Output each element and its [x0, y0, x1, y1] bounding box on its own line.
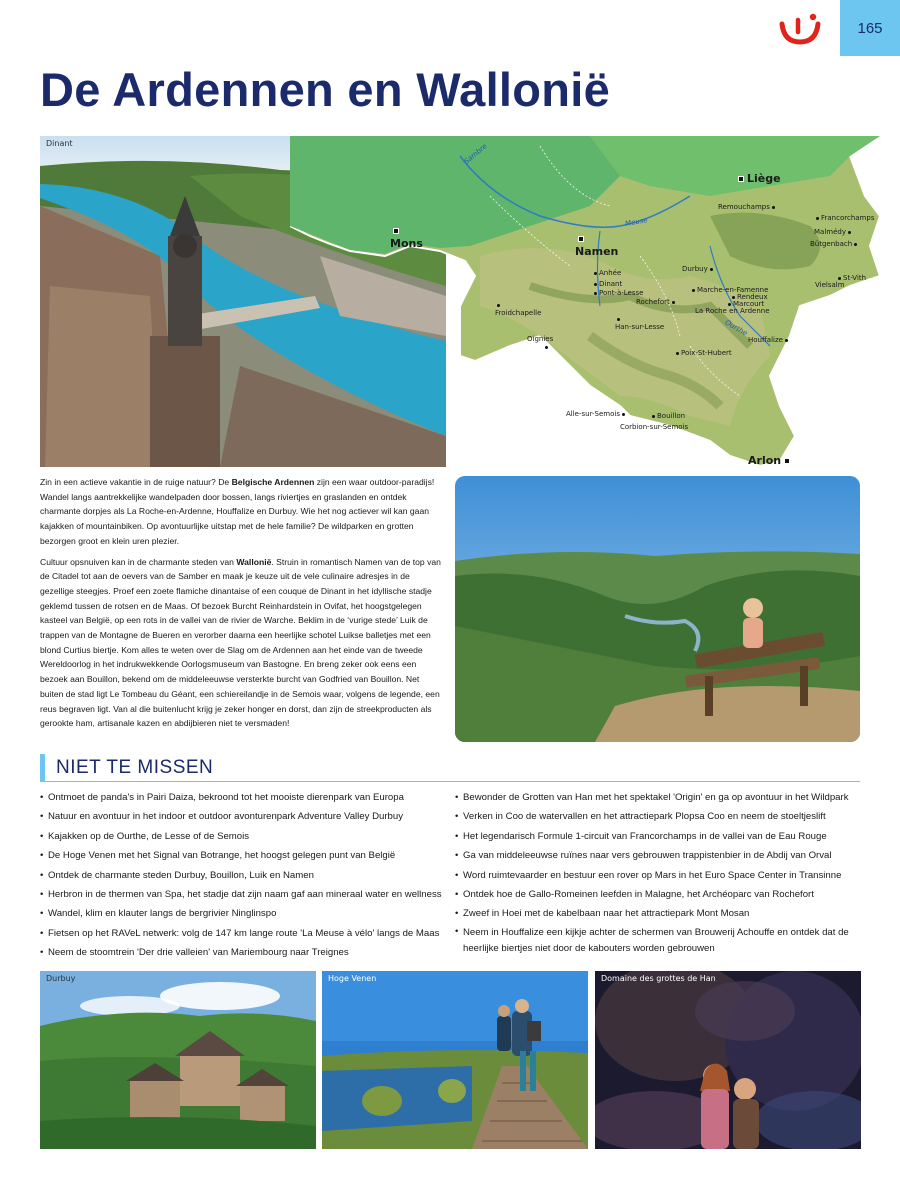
- section-title: NIET TE MISSEN: [56, 757, 214, 778]
- map-town-rochefort: Rochefort: [636, 298, 670, 306]
- page-title: De Ardennen en Wallonië: [40, 63, 611, 116]
- photo-caption-dinant: Dinant: [46, 139, 73, 148]
- intro-paragraph-wallonie: Cultuur opsnuiven kan in de charmante steden van Wallonië. Struin in romantisch Namen van de top van de Citadel tot aan de oevers van de Samber en maak je keuze uit de vele culinaire adresjes in de gezellige steegjes. Proef een zoete flamiche dinantaise of een couque de Dinant in het idyllische stadje geklemd tussen de rotsen en de Maas. Of bezoek Burcht Reinhardstein in Ovifat, het hoogstgelegen kasteel van België, op een rots in de vallei van de rivier de Warche. Beklim in de ‘vurige stede’ Luik de trappen van de Montagne de Bueren en verorber daarna een heerlijke schotel Luikse balletjes met een blond Curtius biertje. Kom alles te weten over de Slag om de Ardennen aan het einde van de tweede Wereldoorlog in het indrukwekkende Oorlogsmuseum van Bastogne. En breng zeker ook eens een bezoek aan Bouillon, bekend om de middeleeuwse versterkte burcht van Godfried van Bouillon. Net buiten de stad ligt Le Tombeau du Géant, een schiereilandje in de Semois waar, volgens de legende, een reus begraven ligt. Van al die buitenlucht krijg je zeker honger en dorst, dan zijn de streekproducten als gerookte ham, artisanale kazen en abdijbieren niet te versmaden!: [40, 556, 441, 729]
- list-item: • Bewonder de Grotten van Han met het spektakel 'Origin' en ga op avontuur in het Wildpark: [455, 788, 865, 807]
- photo-grottes-de-han: [595, 971, 861, 1149]
- map-town-remouchamps: Remouchamps: [718, 203, 770, 211]
- map-town-malmedy: Malmédy: [814, 228, 846, 236]
- map-town-durbuy: Durbuy: [682, 265, 708, 273]
- map-town-francorchamps: Francorchamps: [821, 214, 875, 222]
- map-town-corbion: Corbion-sur-Semois: [620, 423, 689, 431]
- map-town-la-roche: La Roche en Ardenne: [695, 307, 770, 315]
- photo-caption-hoge-venen: Hoge Venen: [328, 974, 377, 983]
- list-item: • Herbron in de thermen van Spa, het stadje dat zijn naam gaf aan mineraal water en wellness: [40, 885, 460, 904]
- map-town-butgenbach: Bütgenbach: [810, 240, 853, 248]
- intro-paragraph-ardennen: Zin in een actieve vakantie in de ruige natuur? De Belgische Ardennen zijn een waar outdoor-paradijs! Wandel langs aantrekkelijke wandelpaden door bossen, langs riviertjes en graslanden en ontdek charmante dorpjes als La Roche-en-Ardenne, Houffalize en Durbuy. Wie het nog actiever wil kan gaan kajakken of mountainbiken. Op avontuurlijke uitstap met de hele familie? De wildparken en grotten bezorgen groot en klein uren plezier.: [40, 477, 435, 546]
- list-item: • Fietsen op het RAVeL netwerk: volg de 147 km lange route 'La Meuse à vélo' langs de Maas: [40, 924, 460, 943]
- highlights-left: [40, 788, 460, 963]
- map-town-dinant: Dinant: [599, 280, 623, 288]
- map-river-sambre: Sambre: [462, 142, 489, 166]
- section-divider: [45, 781, 860, 782]
- map-city-arlon: Arlon: [748, 454, 782, 467]
- list-item: • Natuur en avontuur in het indoor et outdoor avonturenpark Adventure Valley Durbuy: [40, 807, 460, 826]
- list-item: • Ontdek hoe de Gallo-Romeinen leefden in Malagne, het Archéoparc van Rochefort: [455, 885, 865, 904]
- map-town-han-sur-lesse: Han-sur-Lesse: [615, 323, 665, 331]
- map-town-anhee: Anhée: [599, 269, 622, 277]
- map-town-poix: Poix-St-Hubert: [681, 349, 732, 357]
- photo-ardennes-valley: [455, 476, 860, 742]
- list-item: • Neem de stoomtrein 'Der drie valleien' van Mariembourg naar Treignes: [40, 943, 460, 962]
- list-item: • Ga van middeleeuwse ruïnes naar vers gebrouwen trappistenbier in de Abdij van Orval: [455, 846, 865, 865]
- list-item: • De Hoge Venen met het Signal van Botrange, het hoogst gelegen punt van België: [40, 846, 460, 865]
- niet-te-missen-header: [40, 752, 860, 782]
- map-town-alle: Alle-sur-Semois: [566, 410, 620, 418]
- list-item: • Verken in Coo de watervallen en het attractiepark Plopsa Coo en neem de stoeltjeslift: [455, 807, 865, 826]
- list-item: • Word ruimtevaarder en bestuur een rover op Mars in het Euro Space Center in Transinne: [455, 866, 865, 885]
- map-city-mons: Mons: [390, 237, 423, 250]
- map-town-bouillon: Bouillon: [657, 412, 686, 420]
- map-town-froidchapelle: Froidchapelle: [495, 309, 542, 317]
- list-item: • Wandel, klim en klauter langs de bergrivier Ninglinspo: [40, 904, 460, 923]
- map-town-vielsalm: Vielsalm: [815, 281, 845, 289]
- intro-text: [40, 475, 445, 737]
- highlights-right: [455, 788, 865, 956]
- map-town-oignies: Oignies: [527, 335, 554, 343]
- list-item: • Ontmoet de panda's in Pairi Daiza, bekroond tot het mooiste dierenpark van Europa: [40, 788, 460, 807]
- map-river-ourthe: Ourthe: [723, 318, 749, 338]
- photo-caption-grottes: Domaine des grottes de Han: [601, 974, 716, 983]
- list-item: • Het legendarisch Formule 1-circuit van Francorchamps in de vallei van de Eau Rouge: [455, 827, 865, 846]
- map-city-namen: Namen: [575, 245, 619, 258]
- photo-durbuy: [40, 971, 316, 1149]
- list-item: • Zweef in Hoei met de kabelbaan naar het attractiepark Mont Mosan: [455, 904, 865, 923]
- photo-caption-durbuy: Durbuy: [46, 974, 76, 983]
- list-item: • Ontdek de charmante steden Durbuy, Bouillon, Luik en Namen: [40, 866, 460, 885]
- map-river-meuse: Meuse: [624, 216, 649, 228]
- map-town-houffalize: Houffalize: [748, 336, 783, 344]
- map-town-marche: Marche-en-Famenne: [697, 286, 769, 294]
- page-number: 165: [840, 0, 900, 56]
- map-town-marcourt: Marcourt: [733, 300, 765, 308]
- map-town-pont-a-lesse: Pont-à-Lesse: [599, 289, 644, 297]
- map-town-st-vith: St-Vith: [843, 274, 867, 282]
- tui-smile-logo-icon: [778, 12, 822, 48]
- map-city-liege: Liège: [747, 172, 781, 185]
- list-item: • Neem in Houffalize een kijkje achter de schermen van Brouwerij Achouffe en ontdek dat de heerlijke biertjes niet door de kabouters worden gebrouwen: [455, 924, 865, 957]
- photo-hoge-venen: [322, 971, 588, 1149]
- map-town-rendeux: Rendeux: [737, 293, 768, 301]
- section-accent-bar: [40, 754, 45, 782]
- map-wallonia: [290, 136, 880, 481]
- list-item: • Kajakken op de Ourthe, de Lesse of de Semois: [40, 827, 460, 846]
